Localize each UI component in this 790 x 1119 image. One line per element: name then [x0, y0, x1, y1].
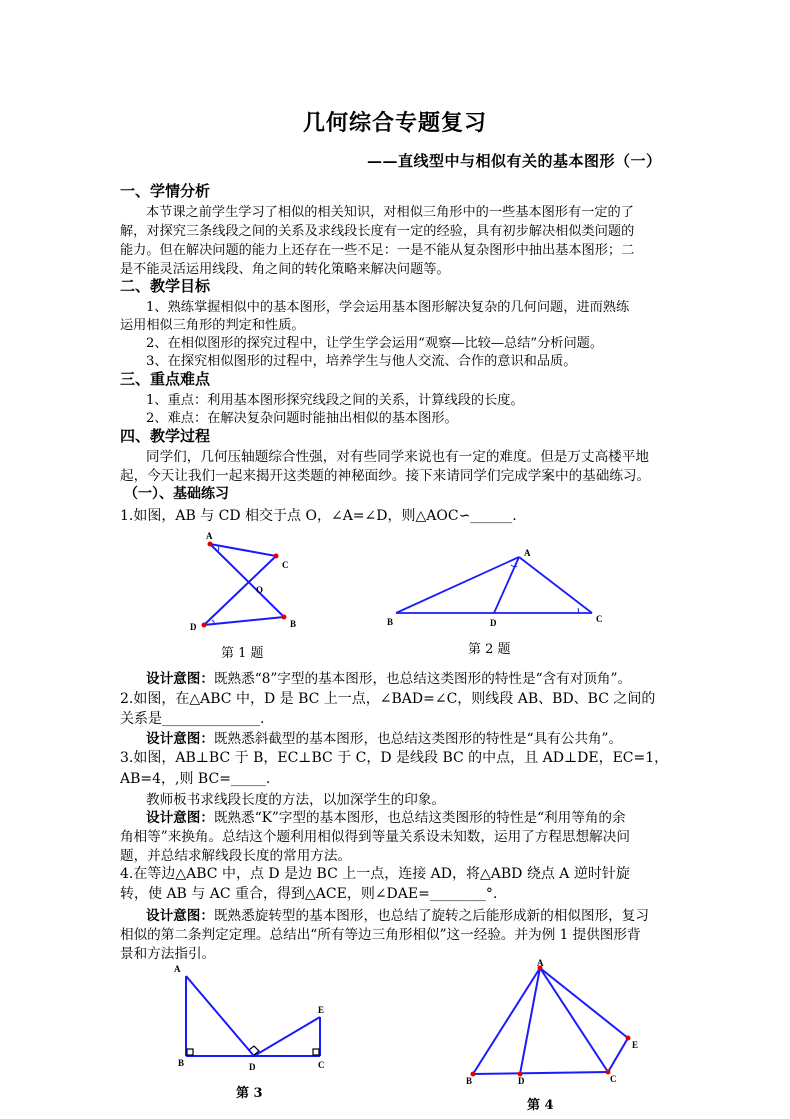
design-intent-line: 相似的第二条判定定理。总结出“所有等边三角形相似”这一经验。并为例 1 提供图形背: [120, 927, 641, 943]
figure-4-caption: 第 4: [527, 1098, 554, 1113]
design-intent-line: 角相等”来换角。总结这个题利用相似得到等量关系设未知数，运用了方程思想解决问: [120, 829, 630, 845]
figure-1-caption: 第 1 题: [221, 646, 264, 661]
figure-3: [170, 962, 340, 1077]
section-heading-4: 四、教学过程: [120, 427, 211, 445]
paragraph-line: 1、熟练掌握相似中的基本图形，学会运用基本图形解决复杂的几何问题，进而熟练: [146, 300, 630, 315]
question-3-line: 3.如图，AB⊥BC 于 B，EC⊥BC 于 C，D 是线段 BC 的中点，且 AD⊥DE，EC=1，: [120, 750, 669, 766]
design-intent-3: [146, 806, 626, 826]
paragraph-line: 本节课之前学生学习了相似的相关知识，对相似三角形中的一些基本图形有一定的了: [146, 205, 634, 220]
paragraph-line: 解，对探究三条线段之间的关系及求线段长度有一定的经验，具有初步解决相似类问题的: [120, 224, 635, 239]
point-label: A: [174, 964, 181, 974]
teacher-note: 教师板书求线段长度的方法，以加深学生的印象。: [146, 792, 446, 808]
point-label: C: [318, 1060, 325, 1070]
question-2-line: 关系是______________.: [120, 711, 265, 727]
figure-2-caption: 第 2 题: [468, 642, 511, 657]
paragraph-line: 1、重点：利用基本图形探究线段之间的关系，计算线段的长度。: [146, 393, 524, 408]
section-heading-1: 一、学情分析: [120, 182, 211, 200]
paragraph-line: 2、难点：在解决复杂问题时能抽出相似的基本图形。: [146, 411, 458, 426]
paragraph-line: 是不能灵活运用线段、角之间的转化策略来解决问题等。: [120, 262, 450, 277]
point-label: B: [387, 617, 394, 627]
point-label: A: [537, 958, 544, 968]
design-intent-text: 既熟悉旋转型的基本图形，也总结了旋转之后能形成新的相似图形，复习: [213, 908, 649, 924]
point-label: D: [518, 1076, 525, 1086]
section-heading-2: 二、教学目标: [120, 277, 211, 295]
design-intent-1: [146, 667, 631, 687]
point-label: C: [596, 614, 603, 624]
point-label: E: [318, 1005, 325, 1015]
design-intent-text: 既熟悉斜截型的基本图形，也总结这类图形的特性是“具有公共角”。: [213, 731, 623, 747]
page-subtitle: ——直线型中与相似有关的基本图形（一）: [367, 152, 662, 170]
point-label: A: [206, 531, 213, 541]
point-label: B: [178, 1058, 185, 1068]
section-heading-3: 三、重点难点: [120, 370, 211, 388]
paragraph-line: 同学们，几何压轴题综合性强，对有些同学来说也有一定的难度。但是万丈高楼平地: [146, 449, 649, 465]
figure-1: [190, 532, 310, 642]
design-intent-label: 设计意图：: [146, 810, 214, 826]
point-label: O: [256, 585, 264, 595]
question-4-line: 转，使 AB 与 AC 重合，得到△ACE，则∠DAE=________°.: [120, 886, 498, 902]
sub-heading: （一）、基础练习: [124, 486, 229, 502]
design-intent-label: 设计意图：: [146, 731, 214, 747]
figure-3-caption: 第 3: [236, 1086, 263, 1101]
point-label: D: [249, 1062, 256, 1072]
point-label: D: [190, 622, 197, 632]
figure-4: [460, 960, 650, 1085]
design-intent-line: 景和方法指引。: [120, 946, 216, 962]
point-label: C: [610, 1074, 617, 1084]
point-label: D: [490, 618, 497, 628]
paragraph-line: 2、在相似图形的探究过程中，让学生学会运用“观察—比较—总结”分析问题。: [146, 336, 604, 351]
paragraph-line: 能力。但在解决问题的能力上还存在一些不足：一是不能从复杂图形中抽出基本图形；二: [120, 243, 635, 258]
point-label: A: [524, 548, 531, 558]
design-intent-text: 既熟悉“8”字型的基本图形，也总结这类图形的特性是“含有对顶角”。: [213, 671, 632, 687]
figure-2: [384, 545, 614, 635]
design-intent-label: 设计意图：: [146, 671, 214, 687]
question-2-line: 2.如图，在△ABC 中，D 是 BC 上一点，∠BAD=∠C，则线段 AB、BD、BC 之间的: [120, 691, 656, 707]
design-intent-2: [146, 727, 622, 747]
page-title: 几何综合专题复习: [302, 110, 487, 136]
paragraph-line: 运用相似三角形的判定和性质。: [120, 318, 305, 333]
question-1: 1.如图，AB 与 CD 相交于点 O，∠A=∠D，则△AOC∽______.: [120, 508, 517, 524]
design-intent-4: [146, 904, 649, 924]
paragraph-line: 3、在探究相似图形的过程中，培养学生与他人交流、合作的意识和品质。: [146, 354, 577, 369]
question-4-line: 4.在等边△ABC 中，点 D 是边 BC 上一点，连接 AD，将△ABD 绕点 A 逆时针旋: [120, 866, 630, 882]
design-intent-label: 设计意图：: [146, 908, 214, 924]
question-3-line: AB=4，,则 BC=_____.: [120, 771, 271, 787]
design-intent-line: 题，并总结求解线段长度的常用方法。: [120, 848, 352, 864]
paragraph-line: 起，今天让我们一起来揭开这类题的神秘面纱。接下来请同学们完成学案中的基础练习。: [120, 468, 651, 484]
point-label: E: [632, 1040, 639, 1050]
point-label: C: [282, 560, 289, 570]
point-label: B: [290, 619, 297, 629]
design-intent-text: 既熟悉“K”字型的基本图形，也总结这类图形的特性是“利用等角的余: [213, 810, 626, 826]
point-label: B: [466, 1076, 473, 1086]
